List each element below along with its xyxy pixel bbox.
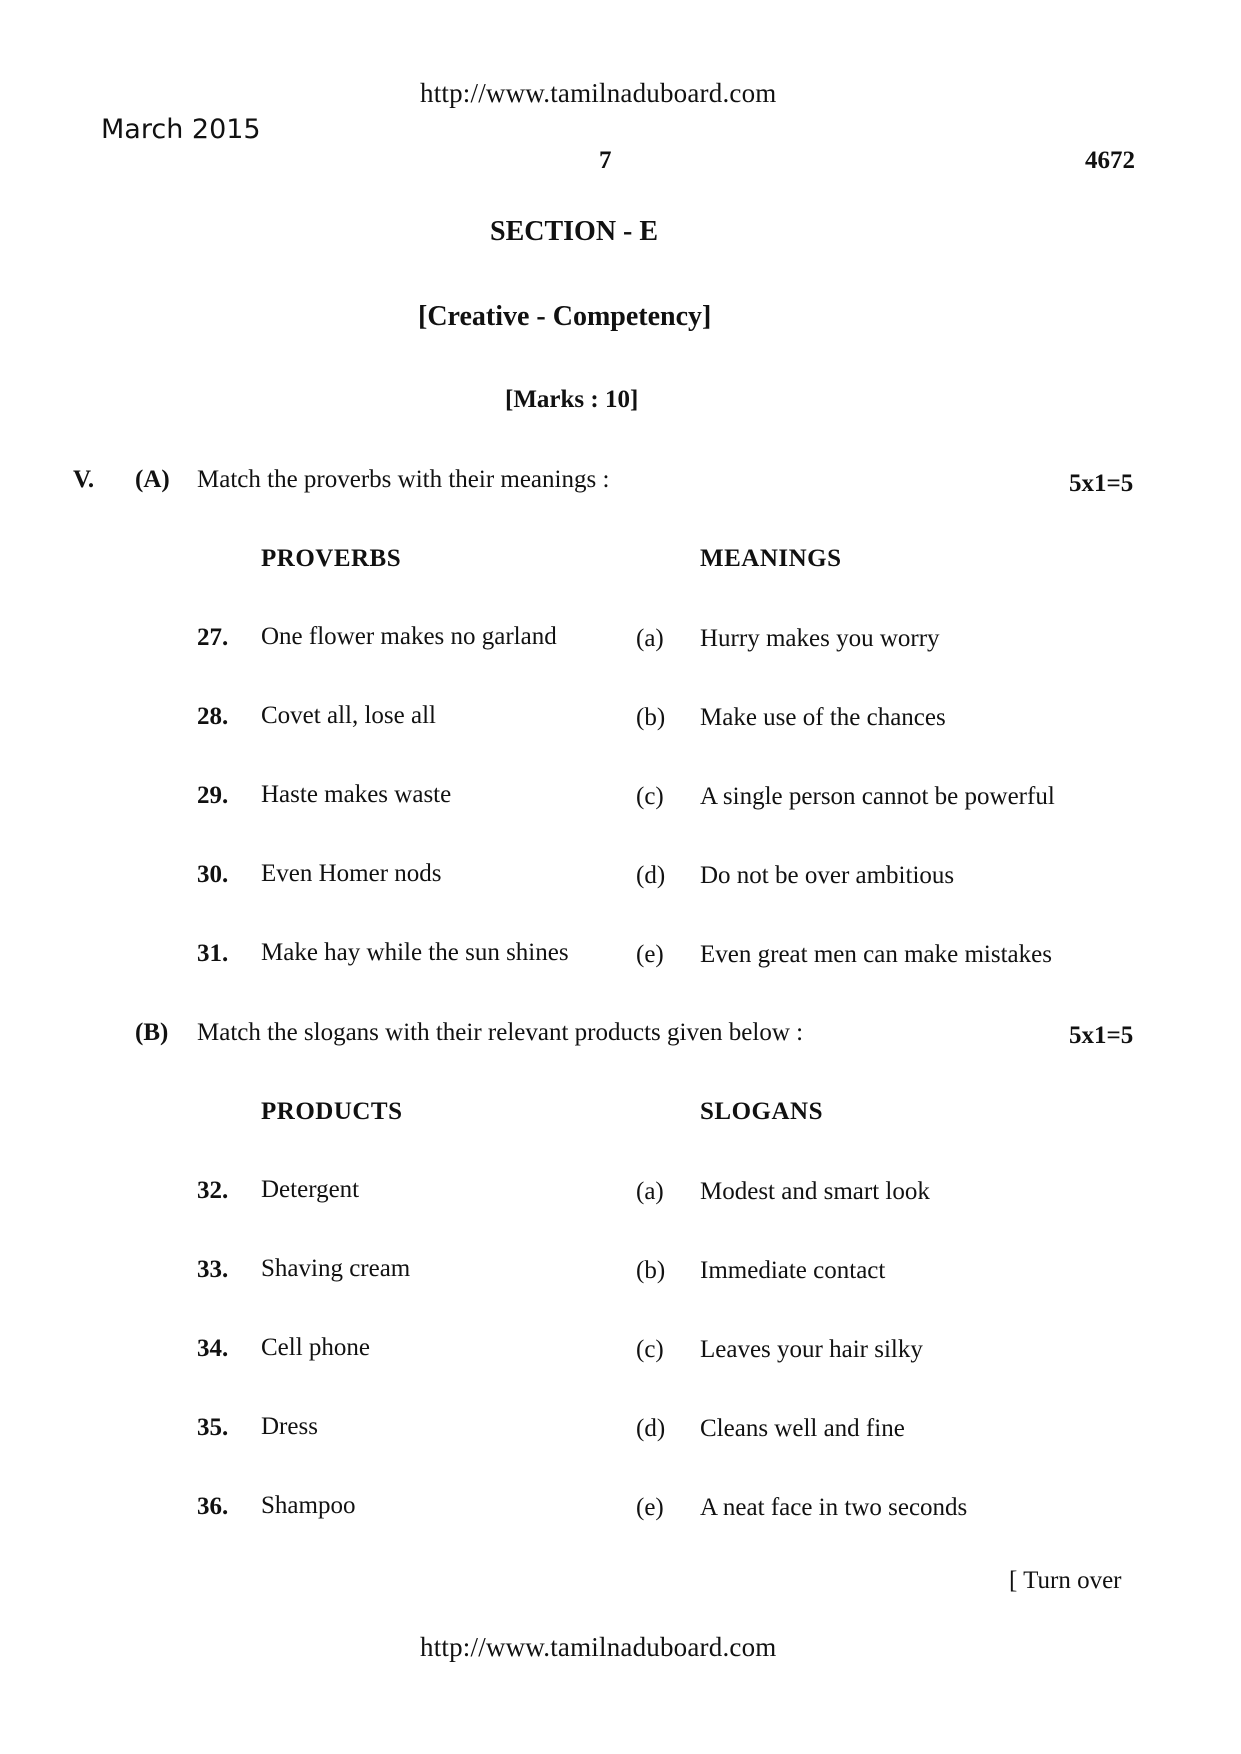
slogans-header: SLOGANS xyxy=(700,1098,823,1125)
meaning-text: A single person cannot be powerful xyxy=(700,783,1055,810)
part-a-marks: 5x1=5 xyxy=(1069,470,1134,497)
slogan-text: Cleans well and fine xyxy=(700,1415,905,1442)
part-b-instruction: Match the slogans with their relevant products given below : xyxy=(197,1019,804,1046)
option-letter: (e) xyxy=(636,941,664,968)
paper-code: 4672 xyxy=(1085,147,1135,174)
item-number: 32. xyxy=(197,1177,229,1204)
top-url: http://www.tamilnaduboard.com xyxy=(420,78,777,108)
item-number: 31. xyxy=(197,940,229,967)
proverb-text: Covet all, lose all xyxy=(261,702,436,729)
item-number: 27. xyxy=(197,624,229,651)
item-number: 36. xyxy=(197,1493,229,1520)
option-letter: (b) xyxy=(636,704,666,731)
part-b-marks: 5x1=5 xyxy=(1069,1022,1134,1049)
item-number: 30. xyxy=(197,861,229,888)
products-header: PRODUCTS xyxy=(261,1098,403,1125)
option-letter: (a) xyxy=(636,625,664,652)
option-letter: (c) xyxy=(636,1336,664,1363)
product-text: Dress xyxy=(261,1413,318,1440)
proverb-text: Even Homer nods xyxy=(261,860,442,887)
slogan-text: Leaves your hair silky xyxy=(700,1336,923,1363)
option-letter: (a) xyxy=(636,1178,664,1205)
option-letter: (d) xyxy=(636,862,666,889)
turn-over: [ Turn over xyxy=(1009,1567,1122,1594)
product-text: Shaving cream xyxy=(261,1255,411,1282)
item-number: 33. xyxy=(197,1256,229,1283)
proverbs-header: PROVERBS xyxy=(261,545,402,572)
option-letter: (e) xyxy=(636,1494,664,1521)
meaning-text: Make use of the chances xyxy=(700,704,946,731)
meaning-text: Hurry makes you worry xyxy=(700,625,940,652)
proverb-text: One flower makes no garland xyxy=(261,623,557,650)
option-letter: (c) xyxy=(636,783,664,810)
option-letter: (b) xyxy=(636,1257,666,1284)
page-number: 7 xyxy=(599,147,612,174)
slogan-text: Immediate contact xyxy=(700,1257,886,1284)
product-text: Detergent xyxy=(261,1176,360,1203)
meanings-header: MEANINGS xyxy=(700,545,842,572)
section-title: SECTION - E xyxy=(490,216,659,247)
section-subtitle: [Creative - Competency] xyxy=(418,301,712,332)
proverb-text: Make hay while the sun shines xyxy=(261,939,569,966)
part-a-label: (A) xyxy=(135,466,170,493)
proverb-text: Haste makes waste xyxy=(261,781,452,808)
meaning-text: Do not be over ambitious xyxy=(700,862,955,889)
product-text: Cell phone xyxy=(261,1334,371,1361)
exam-date: March 2015 xyxy=(101,114,261,145)
option-letter: (d) xyxy=(636,1415,666,1442)
product-text: Shampoo xyxy=(261,1492,356,1519)
item-number: 28. xyxy=(197,703,229,730)
question-number: V. xyxy=(73,466,95,493)
item-number: 29. xyxy=(197,782,229,809)
item-number: 34. xyxy=(197,1335,229,1362)
meaning-text: Even great men can make mistakes xyxy=(700,941,1052,968)
bottom-url: http://www.tamilnaduboard.com xyxy=(420,1632,777,1662)
slogan-text: Modest and smart look xyxy=(700,1178,930,1205)
part-a-instruction: Match the proverbs with their meanings : xyxy=(197,466,610,493)
part-b-label: (B) xyxy=(135,1019,169,1046)
item-number: 35. xyxy=(197,1414,229,1441)
slogan-text: A neat face in two seconds xyxy=(700,1494,968,1521)
section-marks: [Marks : 10] xyxy=(505,386,639,413)
